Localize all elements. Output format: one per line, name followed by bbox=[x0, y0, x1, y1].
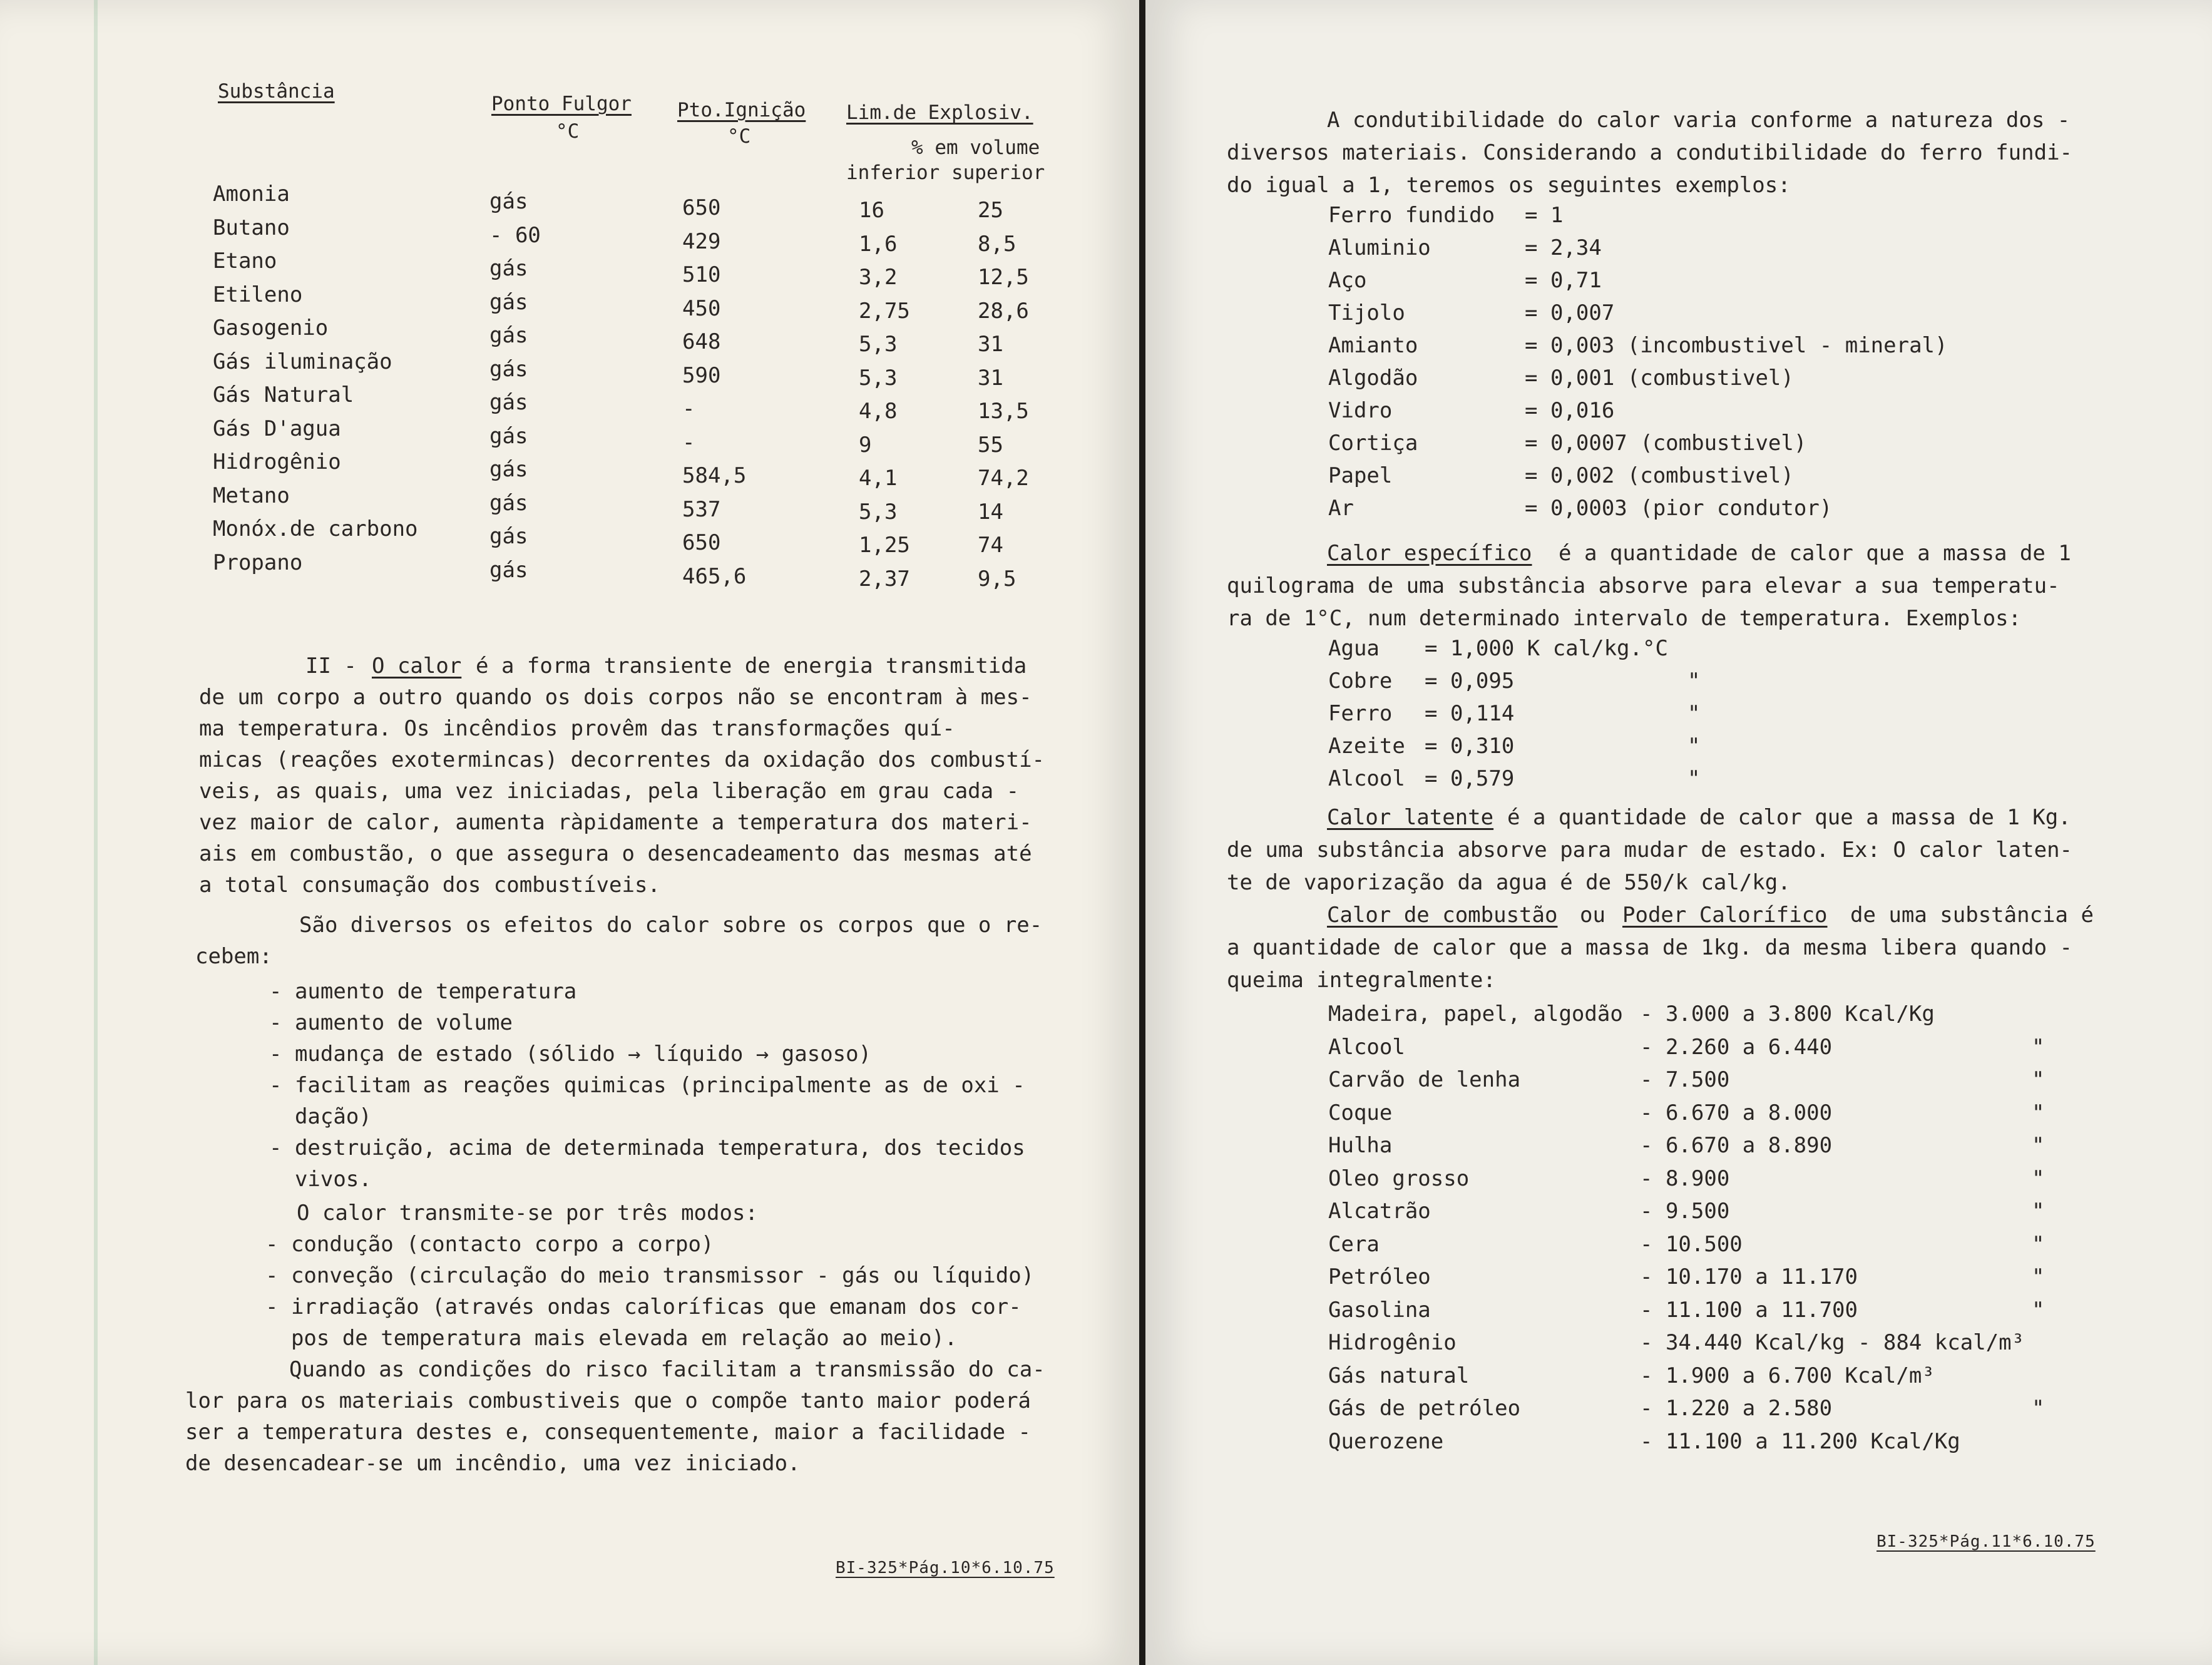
fuel-value: - 9.500 bbox=[1640, 1199, 1730, 1224]
material-name: Aluminio bbox=[1328, 235, 1431, 260]
ditto-mark: " bbox=[2032, 1396, 2045, 1421]
substance-name: Etano bbox=[213, 248, 277, 274]
paragraph-line: de uma substância absorve para mudar de estado. Ex: O calor laten- bbox=[1227, 838, 2073, 863]
ditto-mark: " bbox=[1687, 701, 1701, 726]
header-pto-ignicao-unit: °C bbox=[727, 125, 751, 148]
term-calor-especifico: Calor específico bbox=[1327, 541, 1532, 566]
explosive-upper: 13,5 bbox=[978, 399, 1029, 424]
paragraph-line: cebem: bbox=[195, 944, 272, 969]
effect-item: - destruição, acima de determinada temperatura, dos tecidos bbox=[269, 1135, 1025, 1160]
term-calor-latente: Calor latente bbox=[1327, 805, 1494, 830]
mode-item: pos de temperatura mais elevada em relação ao meio). bbox=[265, 1326, 958, 1351]
explosive-upper: 55 bbox=[978, 432, 1003, 458]
explosive-upper: 74,2 bbox=[978, 466, 1029, 491]
ditto-mark: " bbox=[1687, 766, 1701, 791]
paragraph-line: quilograma de uma substância absorve para elevar a sua temperatu- bbox=[1227, 573, 2060, 598]
material-name: Ar bbox=[1328, 496, 1354, 521]
material-value: = 0,0007 (combustivel) bbox=[1525, 431, 1807, 456]
explosive-upper: 12,5 bbox=[978, 265, 1029, 290]
ditto-mark: " bbox=[2032, 1100, 2045, 1125]
material-name: Aço bbox=[1328, 268, 1367, 293]
ignition-point: 429 bbox=[682, 228, 721, 254]
paragraph-line: de uma substância é bbox=[1850, 903, 2094, 928]
fuel-value: - 3.000 a 3.800 Kcal/Kg bbox=[1640, 1002, 1935, 1027]
explosive-lower: 5,3 bbox=[859, 365, 898, 391]
substance-name: Gasogenio bbox=[213, 315, 329, 341]
flash-point: gás bbox=[489, 256, 528, 281]
substance-name: Butano bbox=[213, 215, 290, 240]
ignition-point: 584,5 bbox=[682, 463, 747, 488]
fuel-value: - 34.440 Kcal/kg - 884 kcal/m³ bbox=[1640, 1330, 2025, 1355]
fuel-name: Hidrogênio bbox=[1328, 1330, 1457, 1355]
header-inferior-superior: inferior superior bbox=[846, 161, 1045, 184]
explosive-upper: 31 bbox=[978, 332, 1003, 357]
ignition-point: 650 bbox=[682, 195, 721, 220]
header-ponto-fulgor: Ponto Fulgor bbox=[491, 93, 632, 115]
flash-point: gás bbox=[489, 289, 528, 315]
substance-name: Monóx.de carbono bbox=[213, 516, 418, 541]
fuel-value: - 6.670 a 8.000 bbox=[1640, 1100, 1833, 1125]
fuel-name: Coque bbox=[1328, 1100, 1393, 1125]
ignition-point: 537 bbox=[682, 496, 721, 522]
paragraph-line: de desencadear-se um incêndio, uma vez iniciado. bbox=[185, 1451, 801, 1476]
fuel-value: - 7.500 bbox=[1640, 1067, 1730, 1092]
explosive-upper: 74 bbox=[978, 533, 1003, 558]
material-name: Azeite bbox=[1328, 734, 1405, 759]
substance-name: Etileno bbox=[213, 282, 303, 307]
conjunction: ou bbox=[1580, 903, 1605, 928]
paragraph-line: ma temperatura. Os incêndios provêm das transformações quí- bbox=[199, 716, 955, 741]
material-value: = 2,34 bbox=[1525, 235, 1602, 260]
material-name: Cobre bbox=[1328, 669, 1393, 694]
flash-point: gás bbox=[489, 356, 528, 382]
explosive-upper: 28,6 bbox=[978, 298, 1029, 324]
header-lim-explosiv: Lim.de Explosiv. bbox=[846, 101, 1033, 124]
paragraph-line: é a quantidade de calor que a massa de 1 Kg. bbox=[1507, 805, 2071, 830]
fuel-name: Carvão de lenha bbox=[1328, 1067, 1521, 1092]
explosive-lower: 3,2 bbox=[859, 265, 898, 290]
material-value: = 0,016 bbox=[1525, 398, 1615, 423]
material-name: Alcool bbox=[1328, 766, 1405, 791]
explosive-lower: 9 bbox=[859, 432, 872, 458]
fuel-value: - 1.220 a 2.580 bbox=[1640, 1396, 1833, 1421]
material-name: Ferro bbox=[1328, 701, 1393, 726]
material-value: = 0,007 bbox=[1525, 300, 1615, 325]
flash-point: - 60 bbox=[489, 222, 541, 248]
explosive-lower: 4,8 bbox=[859, 399, 898, 424]
explosive-lower: 2,75 bbox=[859, 298, 910, 324]
fuel-name: Petróleo bbox=[1328, 1264, 1431, 1289]
substance-name: Amonia bbox=[213, 182, 290, 207]
substance-name: Gás iluminação bbox=[213, 349, 392, 374]
explosive-upper: 25 bbox=[978, 198, 1003, 223]
explosive-lower: 4,1 bbox=[859, 466, 898, 491]
right-page bbox=[1145, 0, 2212, 1665]
term-calor: O calor bbox=[372, 653, 462, 679]
flash-point: gás bbox=[489, 490, 528, 516]
fuel-name: Querozene bbox=[1328, 1428, 1444, 1454]
ditto-mark: " bbox=[2032, 1199, 2045, 1224]
ignition-point: 465,6 bbox=[682, 563, 747, 589]
flash-point: gás bbox=[489, 323, 528, 348]
paragraph-line: micas (reações exotermincas) decorrentes da oxidação dos combustí- bbox=[199, 747, 1045, 772]
explosive-lower: 5,3 bbox=[859, 332, 898, 357]
mode-item: - condução (contacto corpo a corpo) bbox=[265, 1232, 714, 1257]
ditto-mark: " bbox=[2032, 1231, 2045, 1257]
flash-point: gás bbox=[489, 524, 528, 549]
paragraph-line: ser a temperatura destes e, consequentemente, maior a facilidade - bbox=[185, 1420, 1032, 1445]
ditto-mark: " bbox=[2032, 1067, 2045, 1092]
material-value: = 0,114 bbox=[1425, 701, 1515, 726]
term-calor-combustao: Calor de combustão bbox=[1327, 903, 1558, 928]
explosive-lower: 16 bbox=[859, 198, 884, 223]
header-ponto-fulgor-unit: °C bbox=[556, 120, 580, 143]
material-value: = 0,001 (combustivel) bbox=[1525, 366, 1794, 391]
paragraph-line: veis, as quais, uma vez iniciadas, pela liberação em grau cada - bbox=[199, 779, 1020, 804]
paragraph-line: a quantidade de calor que a massa de 1kg. da mesma libera quando - bbox=[1227, 935, 2073, 960]
fuel-value: - 11.100 a 11.200 Kcal/Kg bbox=[1640, 1428, 1960, 1454]
substance-name: Metano bbox=[213, 483, 290, 508]
header-pct-volume: % em volume bbox=[911, 136, 1040, 159]
paragraph-line: São diversos os efeitos do calor sobre os corpos que o re- bbox=[299, 913, 1043, 938]
paragraph-line: é a forma transiente de energia transmitida bbox=[476, 653, 1027, 679]
paragraph-line: Quando as condições do risco facilitam a transmissão do ca- bbox=[289, 1357, 1045, 1382]
material-name: Algodão bbox=[1328, 366, 1418, 391]
material-value: = 0,002 (combustivel) bbox=[1525, 463, 1794, 488]
section-label: II - bbox=[305, 653, 357, 679]
effect-item: - aumento de volume bbox=[269, 1010, 513, 1035]
ditto-mark: " bbox=[1687, 669, 1701, 694]
ignition-point: 590 bbox=[682, 362, 721, 388]
ignition-point: 510 bbox=[682, 262, 721, 287]
ditto-mark: " bbox=[2032, 1034, 2045, 1060]
fuel-name: Gás natural bbox=[1328, 1363, 1470, 1388]
fuel-value: - 11.100 a 11.700 bbox=[1640, 1297, 1858, 1323]
material-value: = 0,003 (incombustivel - mineral) bbox=[1525, 333, 1948, 358]
material-name: Amianto bbox=[1328, 333, 1418, 358]
material-name: Papel bbox=[1328, 463, 1393, 488]
flash-point: gás bbox=[489, 557, 528, 583]
paragraph-line: é a quantidade de calor que a massa de 1 bbox=[1559, 541, 2071, 566]
explosive-lower: 2,37 bbox=[859, 566, 910, 592]
ditto-mark: " bbox=[2032, 1166, 2045, 1191]
material-value: = 1 bbox=[1525, 203, 1564, 228]
fuel-value: - 2.260 a 6.440 bbox=[1640, 1034, 1833, 1060]
paragraph-line: de um corpo a outro quando os dois corpos não se encontram à mes- bbox=[199, 685, 1032, 710]
paragraph-line: lor para os materiais combustiveis que o compõe tanto maior poderá bbox=[185, 1388, 1032, 1413]
paragraph-line: ais em combustão, o que assegura o desencadeamento das mesmas até bbox=[199, 841, 1032, 866]
ignition-point: 648 bbox=[682, 329, 721, 354]
effect-item: vivos. bbox=[269, 1167, 372, 1192]
explosive-lower: 1,25 bbox=[859, 533, 910, 558]
fuel-name: Gás de petróleo bbox=[1328, 1396, 1521, 1421]
explosive-upper: 9,5 bbox=[978, 566, 1016, 592]
fuel-name: Cera bbox=[1328, 1231, 1380, 1257]
flash-point: gás bbox=[489, 189, 528, 214]
ignition-point: 450 bbox=[682, 295, 721, 321]
fuel-name: Hulha bbox=[1328, 1133, 1393, 1158]
material-name: Tijolo bbox=[1328, 300, 1405, 325]
fuel-name: Alcatrão bbox=[1328, 1199, 1431, 1224]
paragraph-line: diversos materiais. Considerando a condutibilidade do ferro fundi- bbox=[1227, 140, 2073, 165]
ditto-mark: " bbox=[2032, 1264, 2045, 1289]
material-value: = 0,579 bbox=[1425, 766, 1515, 791]
fuel-name: Oleo grosso bbox=[1328, 1166, 1470, 1191]
substance-name: Gás Natural bbox=[213, 382, 354, 407]
explosive-upper: 31 bbox=[978, 365, 1003, 391]
fuel-name: Alcool bbox=[1328, 1034, 1405, 1060]
ignition-point: 650 bbox=[682, 530, 721, 555]
substance-name: Hidrogênio bbox=[213, 449, 341, 474]
header-pto-ignicao: Pto.Ignição bbox=[677, 99, 806, 121]
substance-name: Gás D'agua bbox=[213, 416, 341, 441]
material-value: = 0,095 bbox=[1425, 669, 1515, 694]
fuel-value: - 8.900 bbox=[1640, 1166, 1730, 1191]
header-substancia: Substância bbox=[218, 80, 335, 103]
modes-intro: O calor transmite-se por três modos: bbox=[297, 1201, 758, 1226]
effect-item: - mudança de estado (sólido → líquido → gasoso) bbox=[269, 1042, 872, 1067]
book-gutter bbox=[1139, 0, 1145, 1665]
paragraph-line: te de vaporização da agua é de 550/k cal/kg. bbox=[1227, 870, 1791, 895]
material-value: = 0,310 bbox=[1425, 734, 1515, 759]
ignition-point: - bbox=[682, 396, 695, 421]
ignition-point: - bbox=[682, 429, 695, 455]
material-value: = 1,000 K cal/kg.°C bbox=[1425, 636, 1668, 661]
effect-item: - facilitam as reações quimicas (principalmente as de oxi - bbox=[269, 1073, 1025, 1098]
explosive-upper: 14 bbox=[978, 499, 1003, 525]
effect-item: - aumento de temperatura bbox=[269, 979, 577, 1004]
material-value: = 0,71 bbox=[1525, 268, 1602, 293]
flash-point: gás bbox=[489, 390, 528, 415]
ditto-mark: " bbox=[1687, 734, 1701, 759]
fuel-value: - 1.900 a 6.700 Kcal/m³ bbox=[1640, 1363, 1935, 1388]
substance-name: Propano bbox=[213, 550, 303, 575]
explosive-upper: 8,5 bbox=[978, 231, 1016, 257]
page-number-right: BI-325*Pág.11*6.10.75 bbox=[1877, 1532, 2096, 1551]
paragraph-line: A condutibilidade do calor varia conforme a natureza dos - bbox=[1327, 108, 2071, 133]
material-name: Ferro fundido bbox=[1328, 203, 1495, 228]
fuel-name: Madeira, papel, algodão bbox=[1328, 1002, 1623, 1027]
explosive-lower: 1,6 bbox=[859, 231, 898, 257]
material-name: Cortiça bbox=[1328, 431, 1418, 456]
page-number-left: BI-325*Pág.10*6.10.75 bbox=[836, 1559, 1055, 1577]
paragraph-line: do igual a 1, teremos os seguintes exemplos: bbox=[1227, 173, 1791, 198]
term-poder-calorifico: Poder Calorífico bbox=[1622, 903, 1828, 928]
fuel-value: - 10.500 bbox=[1640, 1231, 1743, 1257]
material-value: = 0,0003 (pior condutor) bbox=[1525, 496, 1833, 521]
fuel-name: Gasolina bbox=[1328, 1297, 1431, 1323]
mode-item: - irradiação (através ondas caloríficas que emanam dos cor- bbox=[265, 1294, 1022, 1319]
ditto-mark: " bbox=[2032, 1133, 2045, 1158]
material-name: Agua bbox=[1328, 636, 1380, 661]
paragraph-line: vez maior de calor, aumenta ràpidamente a temperatura dos materi- bbox=[199, 810, 1032, 835]
material-name: Vidro bbox=[1328, 398, 1393, 423]
flash-point: gás bbox=[489, 457, 528, 482]
fuel-value: - 6.670 a 8.890 bbox=[1640, 1133, 1833, 1158]
explosive-lower: 5,3 bbox=[859, 499, 898, 525]
paragraph-line: queima integralmente: bbox=[1227, 968, 1496, 993]
fuel-value: - 10.170 a 11.170 bbox=[1640, 1264, 1858, 1289]
mode-item: - conveção (circulação do meio transmissor - gás ou líquido) bbox=[265, 1263, 1035, 1288]
paragraph-line: ra de 1°C, num determinado intervalo de temperatura. Exemplos: bbox=[1227, 606, 2022, 631]
flash-point: gás bbox=[489, 423, 528, 449]
paragraph-line: a total consumação dos combustíveis. bbox=[199, 873, 660, 898]
effect-item: dação) bbox=[269, 1104, 372, 1129]
ditto-mark: " bbox=[2032, 1297, 2045, 1323]
